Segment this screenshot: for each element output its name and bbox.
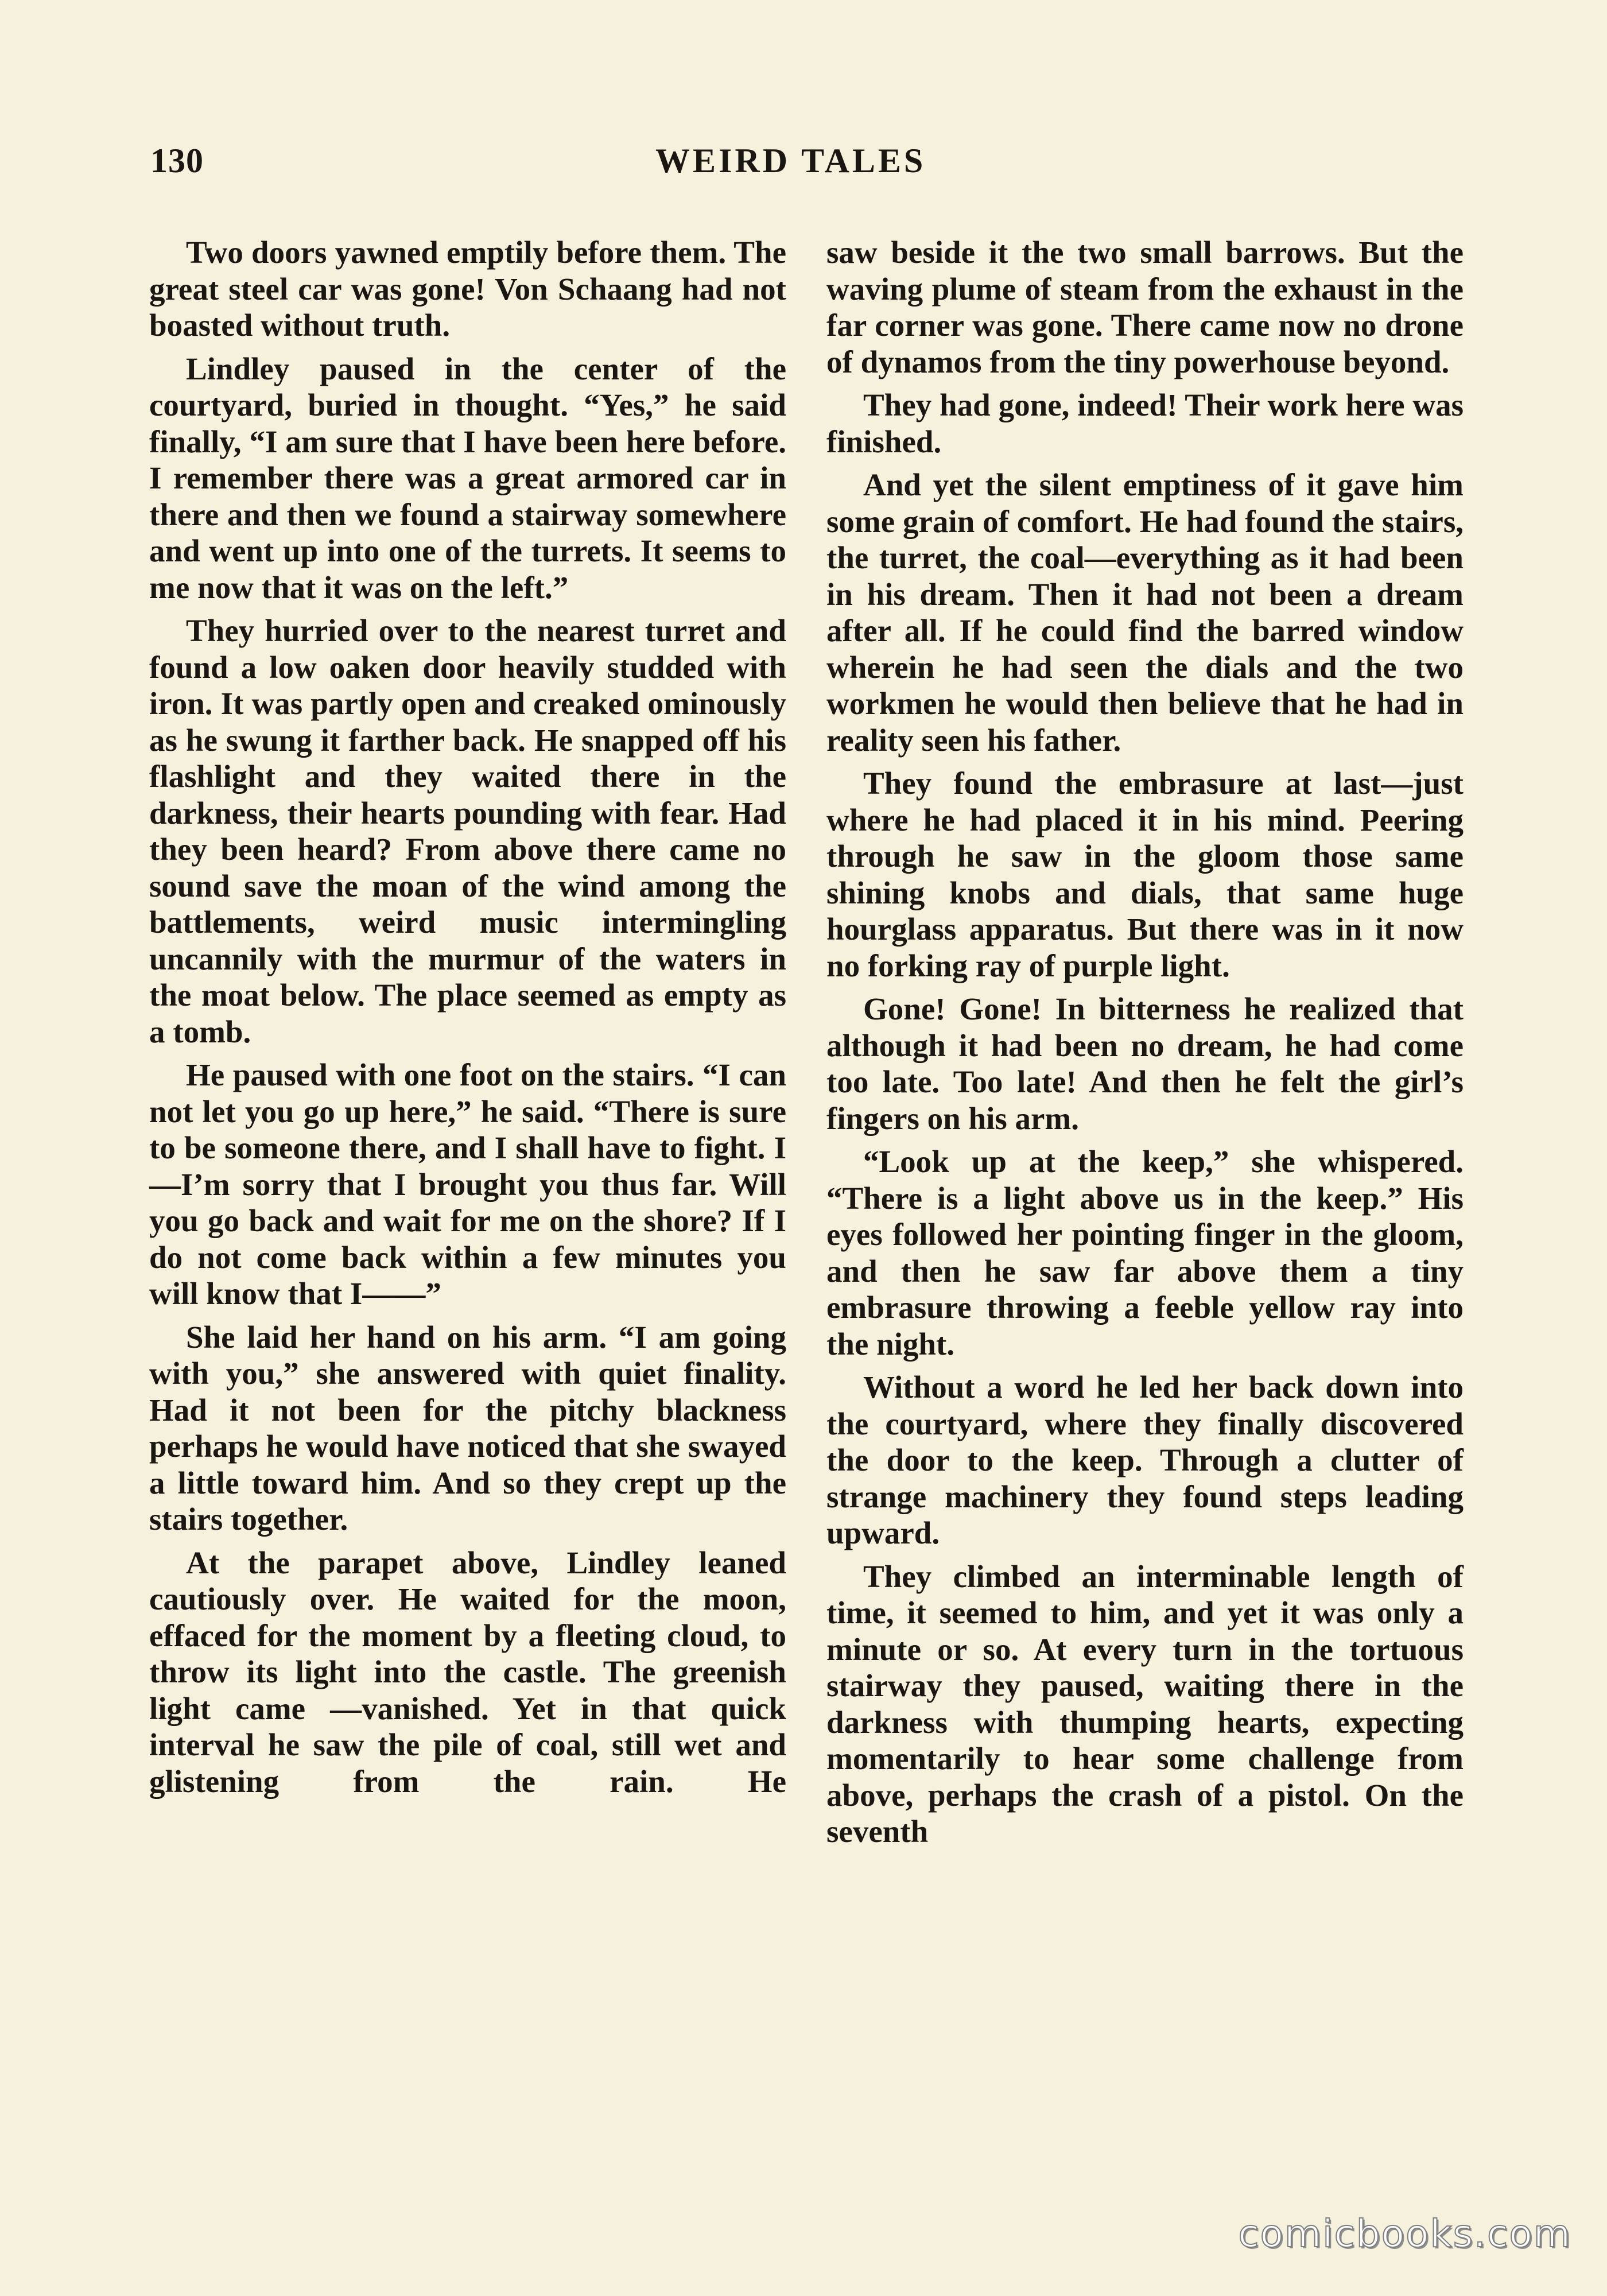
- paragraph: They had gone, indeed! Their work here was finished.: [826, 387, 1464, 459]
- paragraph: They hurried over to the nearest turret and found a low oaken door heavily studded with iron. It was partly open and creaked ominously as he swung it farther back. He snapped off his flashlight and they waited there in the darkness, their hearts pounding with fear. Had they been heard? From above there came no sound save the moan of the wind among the battlements, weird music intermingling uncannily with the murmur of the waters in the moat below. The place seemed as empty as a tomb.: [149, 613, 786, 1049]
- paragraph: She laid her hand on his arm. “I am going with you,” she answered with quiet finality. Had it not been for the pitchy blackness perhaps he would have noticed that she swayed a little toward him. And so they crept up the stairs together.: [149, 1319, 786, 1537]
- watermark: comicbooks.com: [1238, 2212, 1571, 2256]
- page-header: [150, 141, 1461, 181]
- paragraph: Two doors yawned emptily before them. The great steel car was gone! Von Schaang had not boasted without truth.: [149, 235, 786, 343]
- paragraph-continued: saw beside it the two small barrows. But the waving plume of steam from the exhaust in the far corner was gone. There came now no drone of dynamos from the tiny powerhouse beyond.: [826, 235, 1464, 379]
- paragraph: At the parapet above, Lindley leaned cautiously over. He waited for the moon, effaced for the moment by a fleeting cloud, to throw its light into the castle. The greenish light came —vanished. Yet in that quick interval he saw the pile of coal, still wet and glistening from the rain. He: [149, 1545, 786, 1799]
- paragraph: Lindley paused in the center of the courtyard, buried in thought. “Yes,” he said finally, “I am sure that I have been here before. I remember there was a great armored car in there and then we found a stairway somewhere and went up into one of the turrets. It seems to me now that it was on the left.”: [149, 351, 786, 605]
- paragraph: He paused with one foot on the stairs. “I can not let you go up here,” he said. “There is sure to be someone there, and I shall have to fight. I—I’m sorry that I brought you thus far. Will you go back and wait for me on the shore? If I do not come back within a few minutes you will know that I——”: [149, 1057, 786, 1311]
- paragraph: And yet the silent emptiness of it gave him some grain of comfort. He had found the stairs, the turret, the coal—everything as it had been in his dream. Then it had not been a dream after all. If he could find the barred window wherein he had seen the dials and the two workmen he would then believe that he had in reality seen his father.: [826, 467, 1464, 758]
- paragraph: Gone! Gone! In bitterness he realized that although it had been no dream, he had come too late. Too late! And then he felt the girl’s fingers on his arm.: [826, 991, 1464, 1136]
- page-number: 130: [150, 142, 204, 180]
- left-column: [149, 234, 786, 1799]
- paragraph: “Look up at the keep,” she whispered. “There is a light above us in the keep.” His eyes followed her pointing finger in the gloom, and then he saw far above them a tiny embrasure throwing a feeble yellow ray into the night.: [826, 1144, 1464, 1362]
- running-head: WEIRD TALES: [655, 142, 926, 180]
- paragraph: They climbed an interminable length of time, it seemed to him, and yet it was only a minute or so. At every turn in the tortuous stairway they paused, waiting there in the darkness with thumping hearts, expecting momentarily to hear some challenge from above, perhaps the crash of a pistol. On the seventh: [826, 1558, 1464, 1849]
- paragraph: They found the embrasure at last—just where he had placed it in his mind. Peering through he saw in the gloom those same shining knobs and dials, that same huge hourglass apparatus. But there was in it now no forking ray of purple light.: [826, 766, 1464, 983]
- paragraph: Without a word he led her back down into the courtyard, where they finally discovered the door to the keep. Through a clutter of strange machinery they found steps leading upward.: [826, 1370, 1464, 1550]
- right-column: [826, 234, 1464, 1850]
